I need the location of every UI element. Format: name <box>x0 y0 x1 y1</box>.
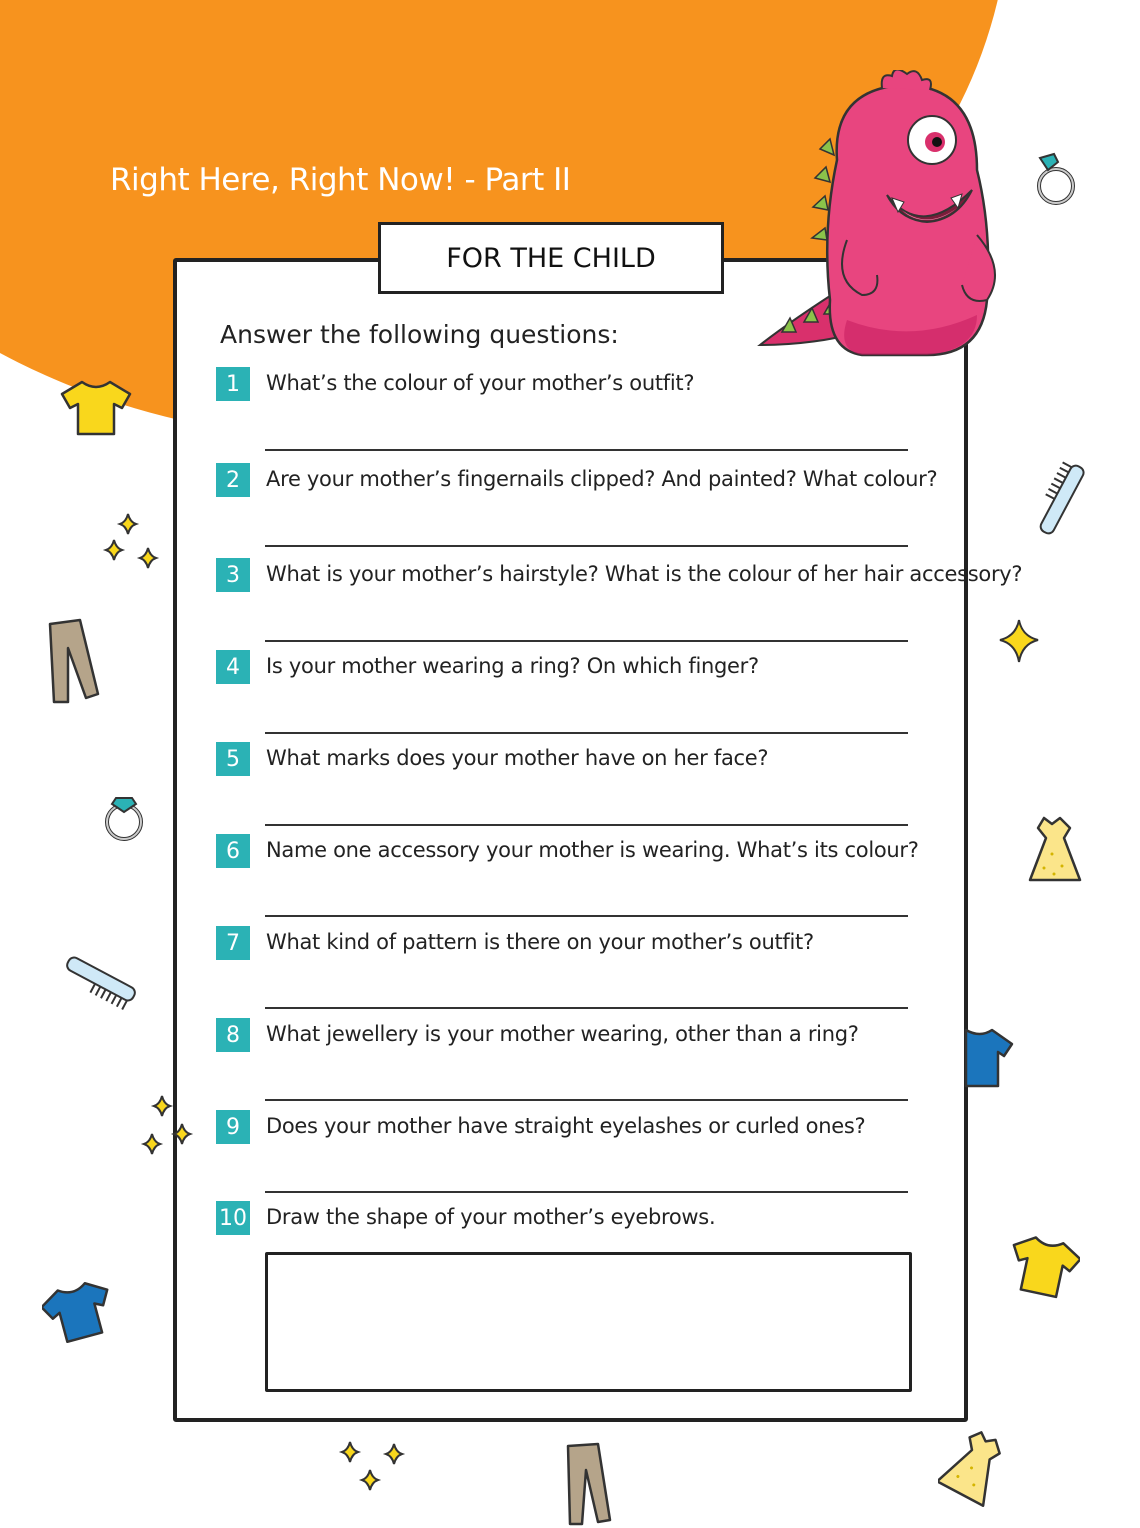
answer-line[interactable] <box>265 640 908 642</box>
answer-line[interactable] <box>265 824 908 826</box>
sparkle-icon <box>100 512 165 574</box>
sparkle-icon <box>334 1440 412 1498</box>
question-number-badge: 3 <box>216 558 250 592</box>
question-number-badge: 9 <box>216 1110 250 1144</box>
question-text: Is your mother wearing a ring? On which finger? <box>266 654 759 678</box>
trousers-icon <box>560 1440 622 1526</box>
yellow-tshirt-icon <box>60 378 132 438</box>
question-number-badge: 10 <box>216 1201 250 1235</box>
answer-line[interactable] <box>265 915 908 917</box>
question-number-badge: 8 <box>216 1018 250 1052</box>
trousers-icon <box>40 618 108 704</box>
comb-icon <box>58 948 144 1010</box>
question-number-badge: 1 <box>216 367 250 401</box>
question-text: Draw the shape of your mother’s eyebrows. <box>266 1205 716 1229</box>
sparkle-icon <box>138 1094 198 1166</box>
question-text: Name one accessory your mother is wearing. What’s its colour? <box>266 838 919 862</box>
question-number-badge: 5 <box>216 742 250 776</box>
monster-mascot-icon <box>752 70 1052 370</box>
question-text: Are your mother’s fingernails clipped? And painted? What colour? <box>266 467 938 491</box>
comb-icon <box>1032 454 1094 546</box>
question-number-badge: 6 <box>216 834 250 868</box>
answer-line[interactable] <box>265 545 908 547</box>
question-text: Does your mother have straight eyelashes or curled ones? <box>266 1114 866 1138</box>
question-text: What’s the colour of your mother’s outfit? <box>266 371 695 395</box>
yellow-tshirt-icon <box>1010 1234 1080 1300</box>
ring-icon <box>1030 150 1082 208</box>
instructions-heading: Answer the following questions: <box>220 320 619 349</box>
eyebrow-drawing-box[interactable] <box>265 1252 912 1392</box>
answer-line[interactable] <box>265 732 908 734</box>
blue-tshirt-icon <box>42 1280 114 1344</box>
answer-line[interactable] <box>265 1099 908 1101</box>
page-title: Right Here, Right Now! - Part II <box>110 162 571 198</box>
question-number-badge: 4 <box>216 650 250 684</box>
sparkle-icon <box>996 618 1042 664</box>
yellow-dress-icon <box>1024 814 1084 886</box>
card-header: FOR THE CHILD <box>378 222 724 294</box>
question-number-badge: 2 <box>216 463 250 497</box>
ring-icon <box>100 786 150 844</box>
answer-line[interactable] <box>265 449 908 451</box>
yellow-dress-icon <box>938 1428 1014 1508</box>
question-number-badge: 7 <box>216 926 250 960</box>
blue-tshirt-icon <box>962 1024 1016 1090</box>
question-text: What is your mother’s hairstyle? What is the colour of her hair accessory? <box>266 562 1023 586</box>
answer-line[interactable] <box>265 1007 908 1009</box>
question-text: What jewellery is your mother wearing, other than a ring? <box>266 1022 859 1046</box>
question-text: What marks does your mother have on her face? <box>266 746 769 770</box>
answer-line[interactable] <box>265 1191 908 1193</box>
question-text: What kind of pattern is there on your mother’s outfit? <box>266 930 814 954</box>
